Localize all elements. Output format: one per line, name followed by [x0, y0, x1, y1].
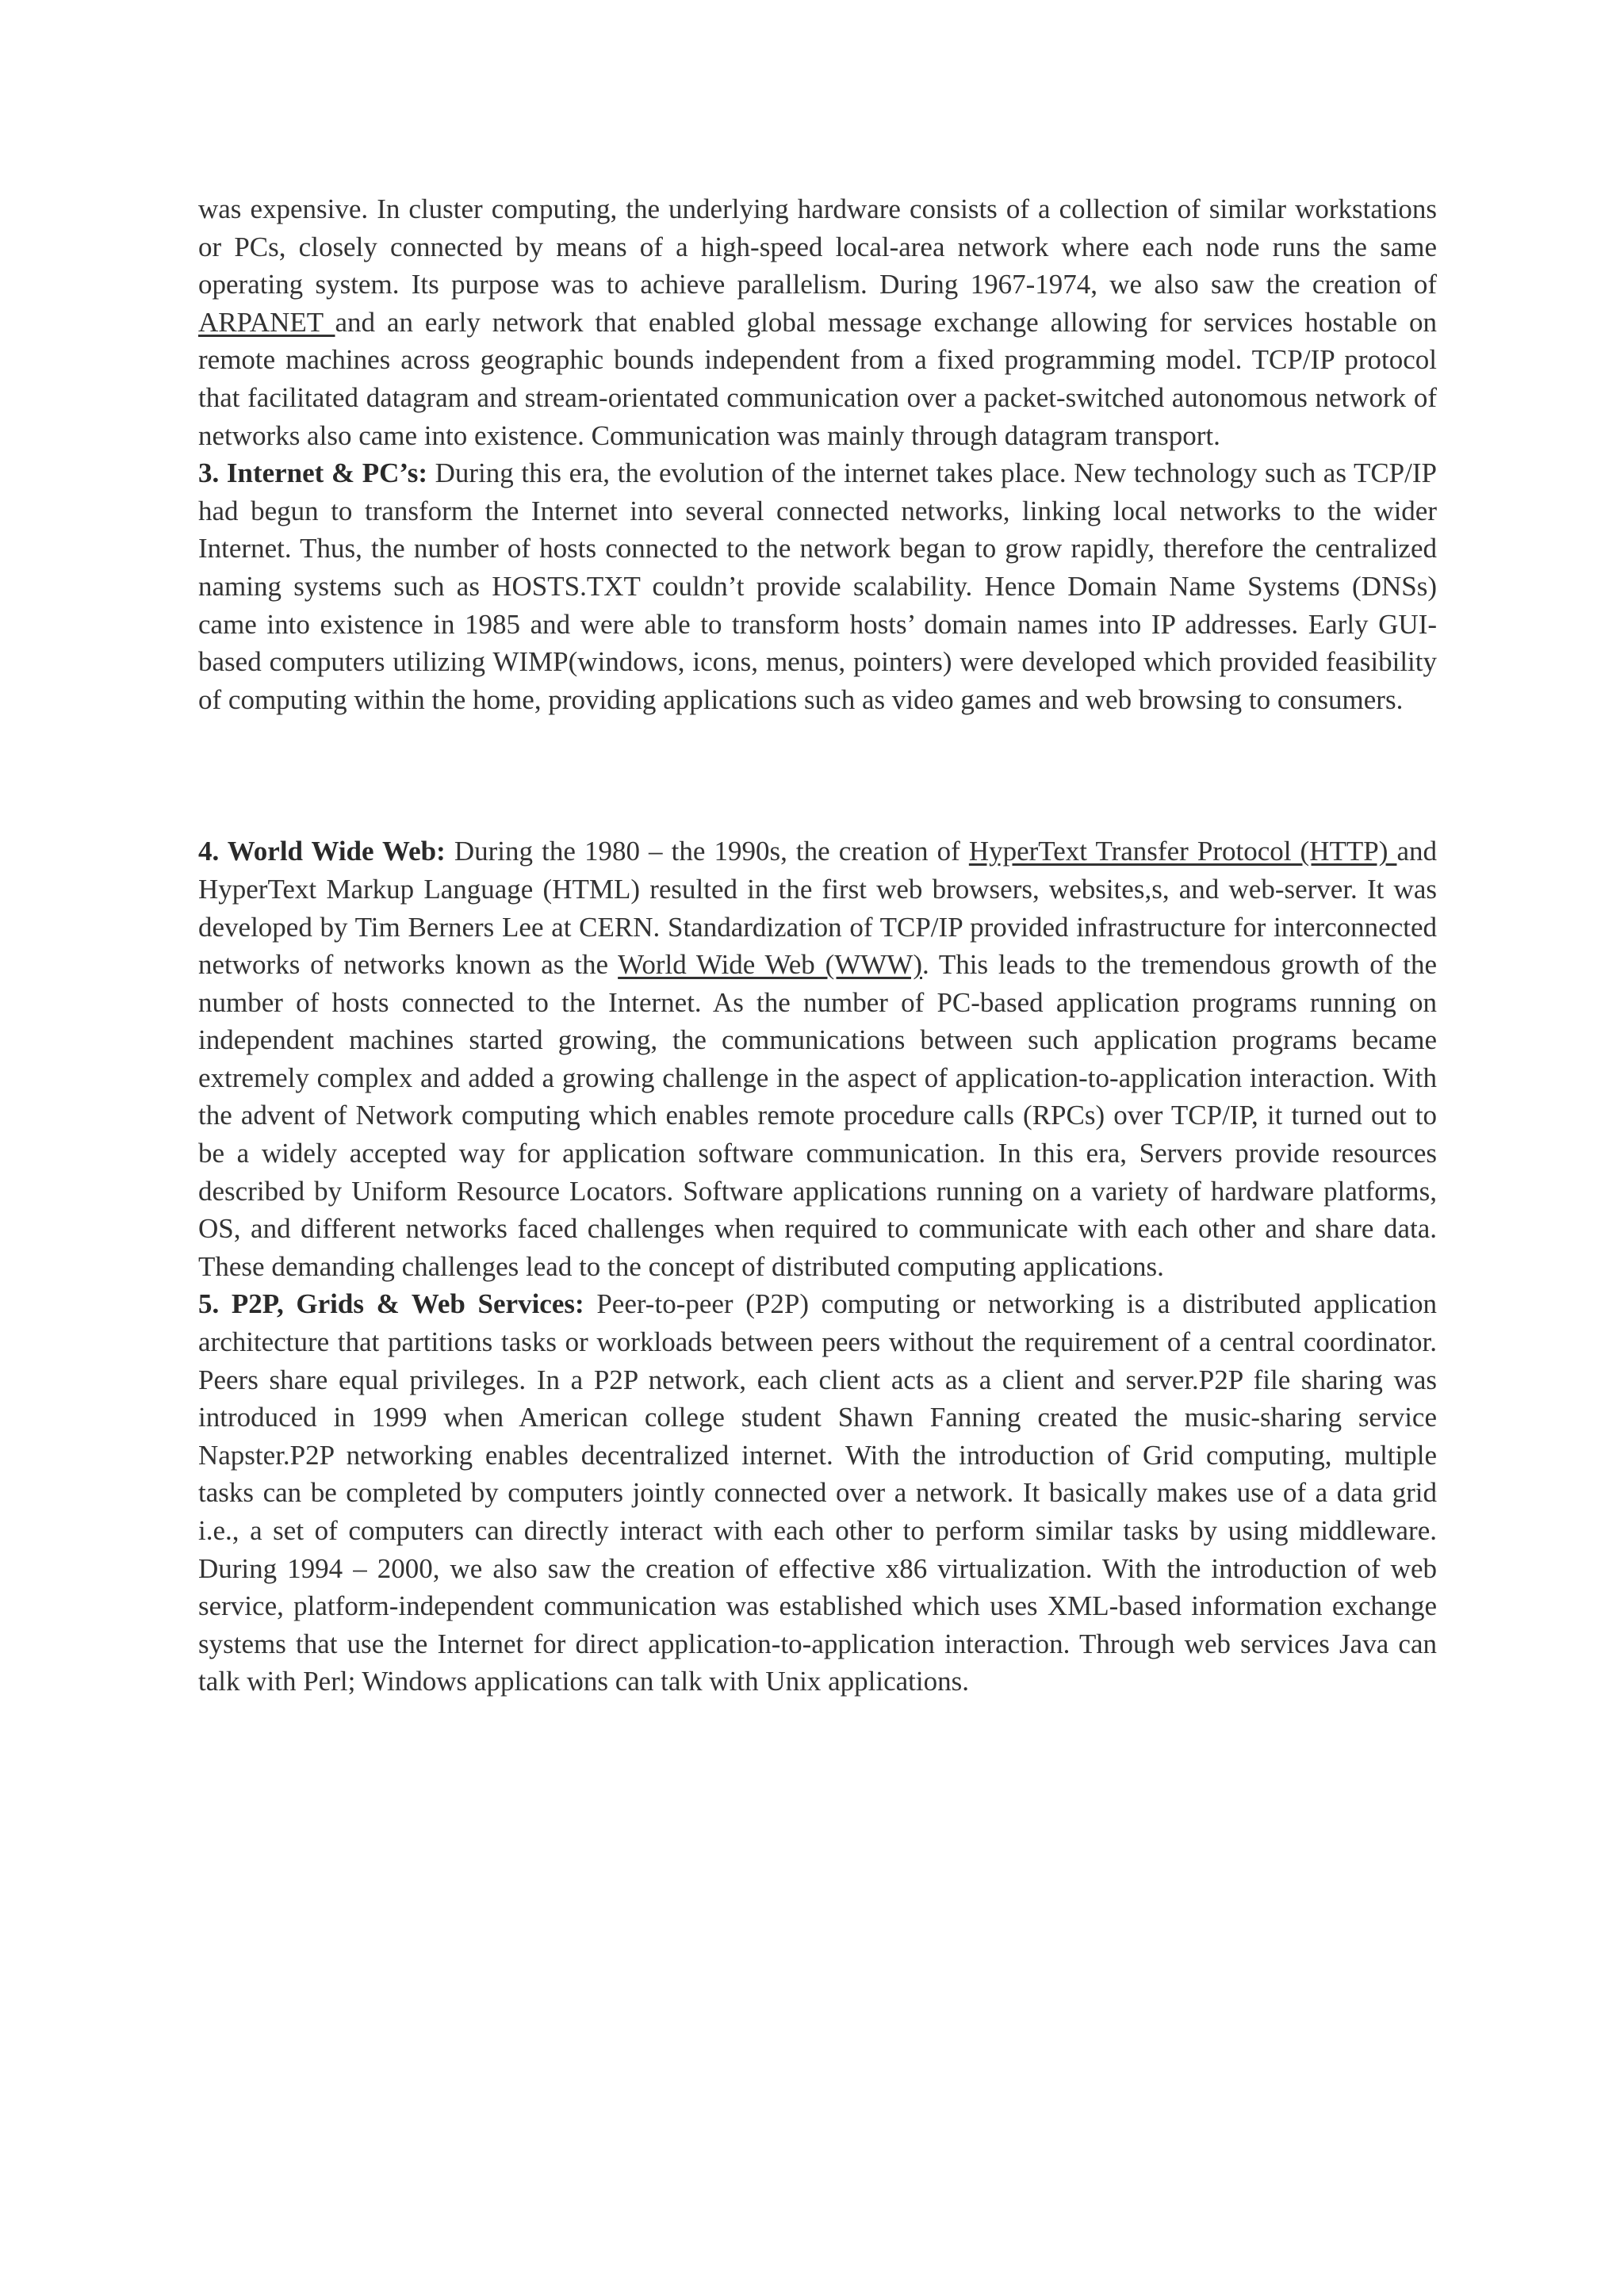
document-page: [198, 190, 1437, 1701]
section-heading-internet-pcs: 3. Internet & PC’s:: [198, 457, 427, 489]
paragraph-world-wide-web: [198, 832, 1437, 1285]
paragraph-text: Peer-to-peer (P2P) computing or networking is a distributed application architecture that partitions tasks or workloads between peers without the requirement of a central coordinator. Peers share equal privileges. In a P2P network, each client acts as a client and server.P2P file sharing was introduced in 1999 when American college student Shawn Fanning created the music-sharing service Napster.P2P networking enables decentralized internet. With the introduction of Grid computing, multiple tasks can be completed by computers jointly connected over a network. It basically makes use of a data grid i.e., a set of computers can directly interact with each other to perform similar tasks by using middleware. During 1994 – 2000, we also saw the creation of effective x86 virtualization. With the introduction of web service, platform-independent communication was established which uses XML-based information exchange systems that use the Internet for direct application-to-application interaction. Through web services Java can talk with Perl; Windows applications can talk with Unix applications.: [198, 1288, 1438, 1697]
section-heading-p2p-grids-web-services: 5. P2P, Grids & Web Services:: [198, 1288, 584, 1320]
www-link[interactable]: World Wide Web (WWW): [618, 949, 922, 981]
paragraph-text: and HyperText Markup Language (HTML) resulted in the first web browsers, websites,s, and web-server. It was developed by Tim Berners Lee at CERN. Standardization of TCP/IP provided infrastructure for interconnected networks of networks known as the: [198, 836, 1438, 981]
paragraph-text: During the 1980 – the 1990s, the creation of: [445, 836, 969, 867]
blank-gap: [198, 718, 1437, 832]
paragraph-text: was expensive. In cluster computing, the underlying hardware consists of a collection of similar workstations or PCs, closely connected by means of a high-speed local-area network where each node runs the same operating system. Its purpose was to achieve parallelism. During 1967-1974, we also saw the creation of: [198, 193, 1437, 300]
paragraph-text: During this era, the evolution of the internet takes place. New technology such as TCP/IP had begun to transform the Internet into several connected networks, linking local networks to the wider Internet. Thus, the number of hosts connected to the network began to grow rapidly, therefore the centralized naming systems such as HOSTS.TXT couldn’t provide scalability. Hence Domain Name Systems (DNSs) came into existence in 1985 and were able to transform hosts’ domain names into IP addresses. Early GUI-based computers utilizing WIMP(windows, icons, menus, pointers) were developed which provided feasibility of computing within the home, providing applications such as video games and web browsing to consumers.: [198, 457, 1437, 715]
paragraph-internet-pcs: [198, 454, 1437, 718]
section-heading-world-wide-web: 4. World Wide Web:: [198, 836, 446, 867]
paragraph-cluster-computing: [198, 190, 1437, 454]
paragraph-text: and an early network that enabled global message exchange allowing for services hostable on remote machines across geographic bounds independent from a fixed programming model. TCP/IP protocol that facilitated datagram and stream-orientated communication over a packet-switched autonomous network of networks also came into existence. Communication was mainly through datagram transport.: [198, 306, 1437, 451]
paragraph-text: . This leads to the tremendous growth of the number of hosts connected to the Internet. As the number of PC-based application programs running on independent machines started growing, the communications between such application programs became extremely complex and added a growing challenge in the aspect of application-to-application interaction. With the advent of Network computing which enables remote procedure calls (RPCs) over TCP/IP, it turned out to be a widely accepted way for application software communication. In this era, Servers provide resources described by Uniform Resource Locators. Software applications running on a variety of hardware platforms, OS, and different networks faced challenges when required to communicate with each other and share data. These demanding challenges lead to the concept of distributed computing applications.: [198, 949, 1437, 1282]
paragraph-p2p-grids-web-services: [198, 1285, 1437, 1701]
arparnet-link[interactable]: ARPANET: [198, 306, 335, 338]
http-link[interactable]: HyperText Transfer Protocol (HTTP): [968, 836, 1397, 867]
